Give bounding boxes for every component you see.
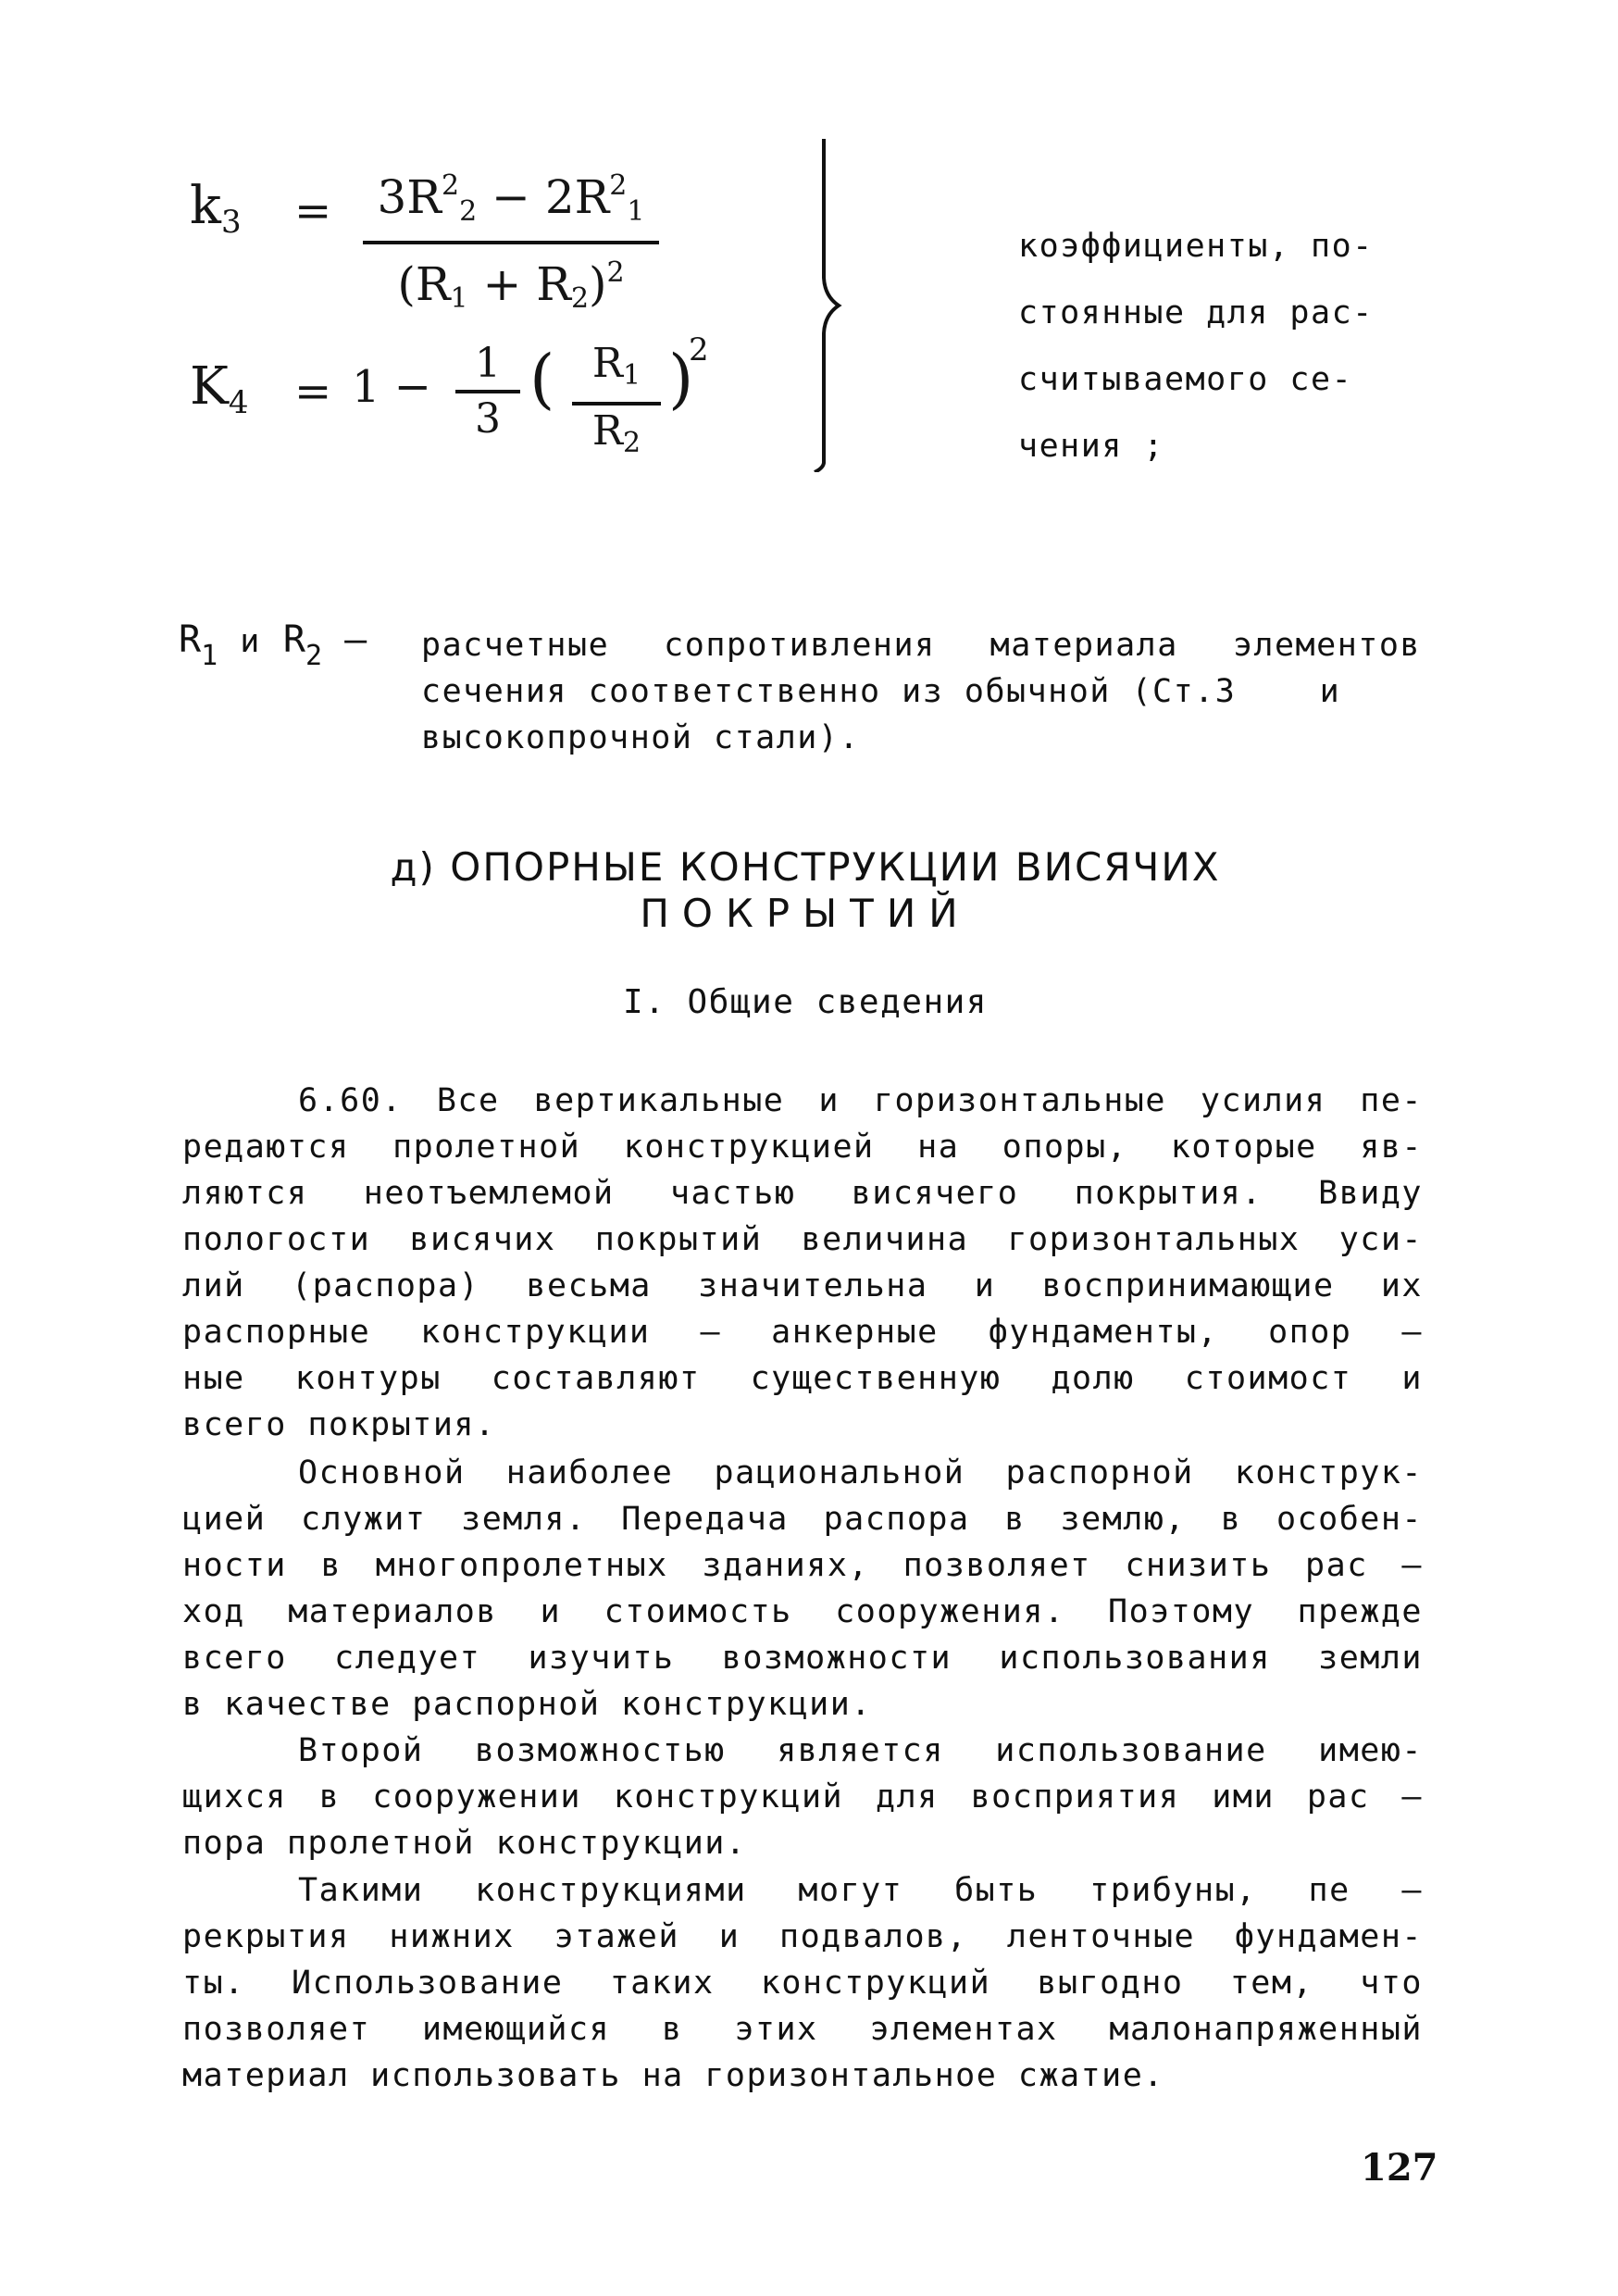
text-line: пологости висячих покрытий величина горизонтальных уси- bbox=[182, 1221, 1423, 1258]
definition-line: расчетные сопротивления материала элементов bbox=[421, 627, 1421, 664]
text-line: щихся в сооружении конструкций для восприятия ими рас – bbox=[182, 1778, 1423, 1816]
k4-third: $\frac{1}{3}$ bbox=[455, 338, 520, 445]
text-line: ности в многопролетных зданиях, позволяет снизить рас – bbox=[182, 1547, 1423, 1584]
section-title-line2: ПОКРЫТИЙ bbox=[640, 891, 971, 936]
text-line: ты. Использование таких конструкций выгодно тем, что bbox=[182, 1965, 1423, 2002]
definition-label: $R_1$ и $R_2$ – bbox=[179, 618, 367, 672]
definition-line: высокопрочной стали). bbox=[421, 719, 861, 756]
definition-line: сечения соответственно из обычной (Ст.3 и bbox=[421, 673, 1341, 710]
note-line: стоянные для рас- bbox=[1018, 294, 1374, 331]
k3-symbol: $k_3$ bbox=[190, 176, 242, 241]
page-number: 127 bbox=[1361, 2146, 1438, 2190]
paragraph-soil bbox=[182, 1450, 1423, 1728]
k4-left-paren: ( bbox=[529, 341, 555, 417]
note-line: чения ; bbox=[1018, 428, 1165, 465]
text-line: 6.60. Все вертикальные и горизонтальные усилия пе- bbox=[298, 1082, 1423, 1119]
text-line: распорные конструкции – анкерные фундаменты, опор – bbox=[182, 1314, 1423, 1351]
text-line: в качестве распорной конструкции. bbox=[182, 1686, 872, 1723]
coefficient-note bbox=[1018, 213, 1374, 480]
text-line: всего следует изучить возможности использования земли bbox=[182, 1640, 1423, 1677]
paragraph-second-option bbox=[182, 1728, 1423, 1866]
text-line: Основной наиболее рациональной распорной конструк- bbox=[298, 1454, 1423, 1491]
right-brace bbox=[796, 139, 852, 472]
subsection-title: I. Общие сведения bbox=[623, 983, 988, 1021]
text-line: Второй возможностью является использование имею- bbox=[298, 1732, 1423, 1769]
note-line: коэффициенты, по- bbox=[1018, 228, 1374, 265]
note-line: считываемого се- bbox=[1018, 361, 1353, 398]
k4-ratio: $\frac{R_1}{R_2}$ bbox=[572, 338, 661, 469]
k4-right-paren: ) bbox=[668, 341, 694, 417]
text-line: материал использовать на горизонтальное сжатие. bbox=[182, 2057, 1164, 2094]
text-line: редаются пролетной конструкцией на опоры, которые яв- bbox=[182, 1129, 1423, 1166]
text-line: лий (распора) весьма значительна и воспринимающие их bbox=[182, 1267, 1423, 1304]
text-line: всего покрытия. bbox=[182, 1406, 496, 1443]
k4-equals: = bbox=[294, 366, 332, 418]
text-line: ляются неотъемлемой частью висячего покрытия. Ввиду bbox=[182, 1175, 1423, 1212]
definition-text bbox=[421, 622, 1421, 761]
k3-equals: = bbox=[294, 185, 332, 237]
text-line: ные контуры составляют существенную долю стоимост и bbox=[182, 1360, 1423, 1397]
text-line: Такими конструкциями могут быть трибуны, пе – bbox=[298, 1872, 1423, 1909]
section-title-line1: д) ОПОРНЫЕ КОНСТРУКЦИИ ВИСЯЧИХ bbox=[390, 844, 1221, 890]
k3-numerator: $3R^2_2 - 2R^2_1$ bbox=[377, 169, 645, 228]
text-line: ход материалов и стоимость сооружения. Поэтому прежде bbox=[182, 1593, 1423, 1630]
k4-one-minus: 1 − bbox=[352, 361, 432, 413]
paragraph-6-60 bbox=[182, 1078, 1423, 1448]
text-line: позволяет имеющийся в этих элементах малонапряженный bbox=[182, 2011, 1423, 2048]
text-line: рекрытия нижних этажей и подвалов, ленточные фундамен- bbox=[182, 1918, 1423, 1955]
paragraph-examples bbox=[182, 1867, 1423, 2099]
k3-denominator: $(R_1 + R_2)^2$ bbox=[363, 241, 659, 328]
k4-power: 2 bbox=[689, 331, 709, 368]
k4-symbol: $K_4$ bbox=[190, 356, 249, 421]
text-line: цией служит земля. Передача распора в землю, в особен- bbox=[182, 1501, 1423, 1538]
k3-fraction bbox=[363, 157, 659, 328]
text-line: пора пролетной конструкции. bbox=[182, 1825, 747, 1862]
